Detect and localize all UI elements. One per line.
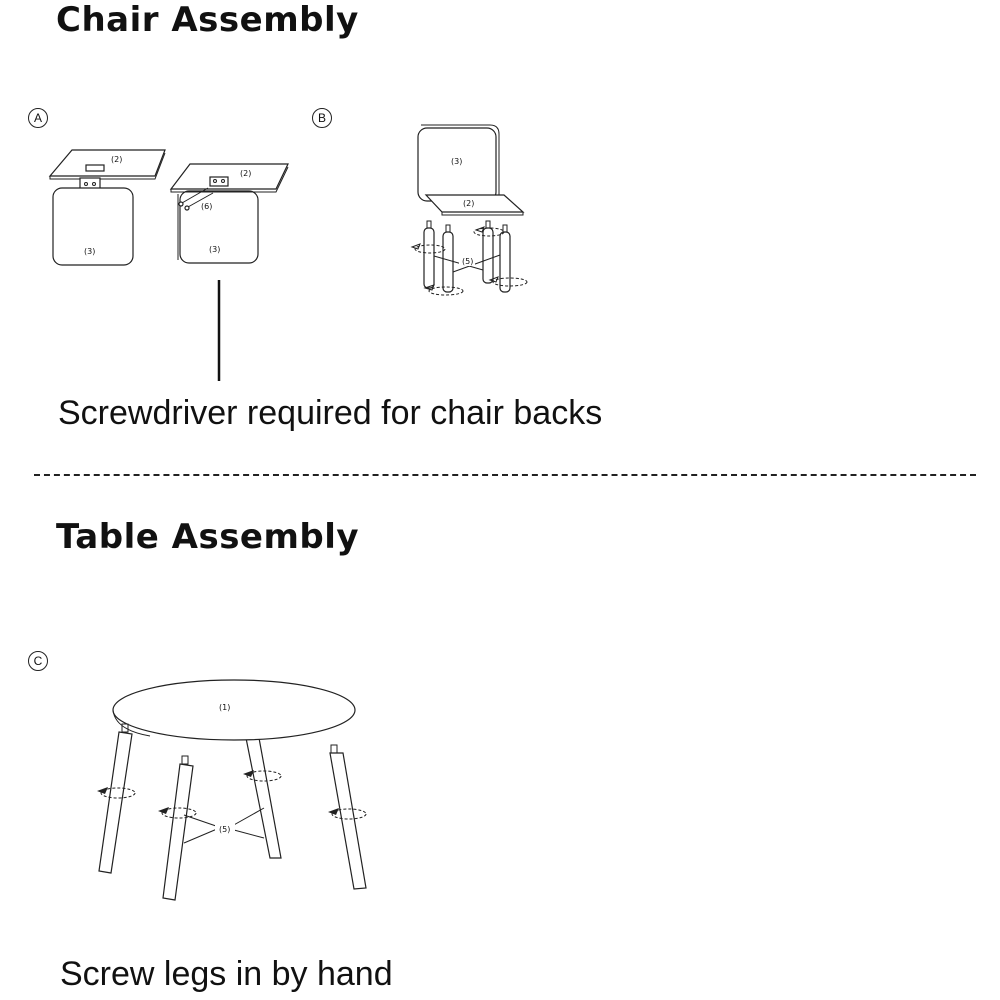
table-top <box>113 680 355 740</box>
part-label-backrest: (3) <box>84 247 96 256</box>
part-label-legs: (5) <box>219 825 231 834</box>
table-assembly-heading: Table Assembly <box>56 517 360 557</box>
step-a-marker: A <box>28 108 48 128</box>
part-label-seat: (2) <box>463 199 475 208</box>
step-c-marker: C <box>28 651 48 671</box>
chair-caption: Screwdriver required for chair backs <box>58 394 603 432</box>
chair-assembly-heading: Chair Assembly <box>56 0 359 40</box>
part-label-legs: (5) <box>462 257 474 266</box>
part-label-seat: (2) <box>240 169 252 178</box>
part-label-screws: (6) <box>201 202 213 211</box>
step-b-marker: B <box>312 108 332 128</box>
table-caption: Screw legs in by hand <box>60 955 393 993</box>
part-label-backrest: (3) <box>209 245 221 254</box>
part-label-seat: (2) <box>111 155 123 164</box>
part-label-table-top: (1) <box>219 703 231 712</box>
table-legs <box>97 724 366 900</box>
part-label-backrest: (3) <box>451 157 463 166</box>
table-legs-back <box>246 738 281 858</box>
